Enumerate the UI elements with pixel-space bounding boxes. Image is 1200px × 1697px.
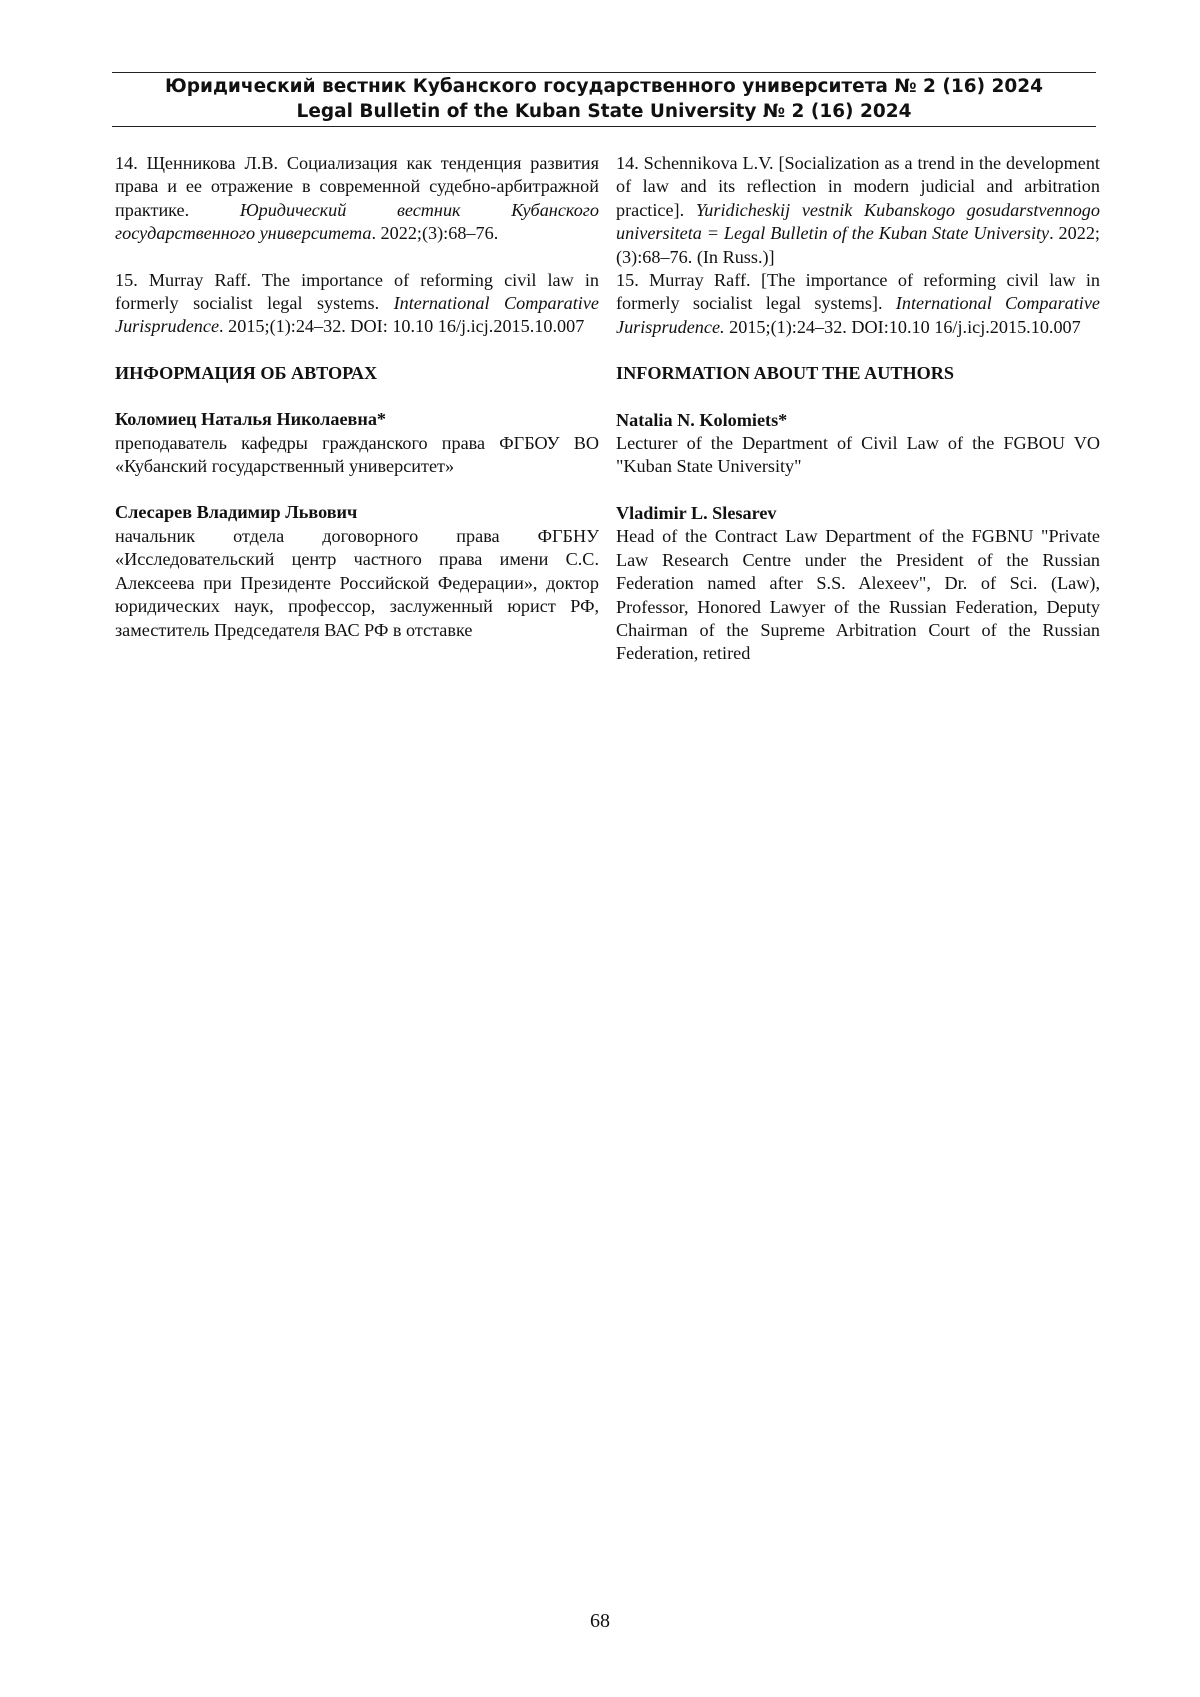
- reference-journal: International Comparative Jurisprudence.: [616, 293, 1100, 337]
- reference-14-ru: [115, 152, 599, 246]
- reference-14-en: [616, 152, 1100, 269]
- reference-journal: International Comparative Jurisprudence: [115, 293, 599, 337]
- reference-15-en: [616, 269, 1100, 339]
- reference-text: 15. Murray Raff. [The importance of reforming civil law in formerly socialist legal systems].: [616, 270, 1100, 314]
- author-name: Слесарев Владимир Львович: [115, 502, 358, 523]
- reference-text: 15. Murray Raff. The importance of reforming civil law in formerly socialist legal systems.: [115, 269, 599, 314]
- left-column-ru: [115, 152, 599, 642]
- reference-text: 14. Schennikova L.V. [Socialization as a trend in the development of law and its reflection in modern judicial and arbitration practice].: [616, 153, 1100, 220]
- author-name: Natalia N. Kolomiets*: [616, 409, 788, 430]
- author-description: преподаватель кафедры гражданского права ФГБОУ ВО «Кубанский государственный университет»: [115, 432, 599, 477]
- author-name: Vladimir L. Slesarev: [616, 502, 777, 523]
- author-description: Lecturer of the Department of Civil Law of the FGBOU VO "Kuban State University": [616, 433, 1100, 477]
- reference-journal: Юридический вестник Кубанского государственного университета: [115, 199, 599, 244]
- running-header: [112, 72, 1096, 127]
- authors-section-title: INFORMATION ABOUT THE AUTHORS: [616, 363, 955, 384]
- author-name: Коломиец Наталья Николаевна*: [115, 409, 387, 430]
- author-description: Head of the Contract Law Department of the FGBNU "Private Law Research Centre under the President of the Russian Federation named after S.S. Alexeev", Dr. of Sci. (Law), Professor, Honored Lawyer of the Russian Federation, Deputy Chairman of the Supreme Arbitration Court of the Russian Federation, retired: [616, 526, 1100, 664]
- reference-tail: 2015;(1):24–32. DOI:10.10 16/j.icj.2015.10.007: [724, 316, 1081, 337]
- reference-tail: . 2022;(3):68–76.: [371, 223, 499, 244]
- header-title-en: Legal Bulletin of the Kuban State University № 2 (16) 2024: [296, 101, 912, 122]
- right-column-en: [616, 152, 1100, 666]
- authors-section-title: ИНФОРМАЦИЯ ОБ АВТОРАХ: [115, 362, 378, 383]
- header-title-ru: Юридический вестник Кубанского государственного университета № 2 (16) 2024: [165, 76, 1043, 97]
- reference-tail: . 2015;(1):24–32. DOI: 10.10 16/j.icj.2015.10.007: [219, 316, 585, 337]
- reference-15-ru: [115, 269, 599, 339]
- reference-journal: Yuridicheskij vestnik Kubanskogo gosudarstvennogo universiteta = Legal Bulletin of the Kuban State University: [616, 199, 1100, 244]
- reference-tail: . 2022;(3):68–76. (In Russ.)]: [616, 223, 1100, 267]
- reference-text: 14. Щенникова Л.В. Социализация как тенденция развития права и ее отражение в современной судебно-арбитражной практике.: [115, 153, 599, 220]
- page-number: 68: [590, 1610, 610, 1632]
- author-description: начальник отдела договорного права ФГБНУ «Исследовательский центр частного права имени С.С. Алексеева при Президенте Российской Федерации», доктор юридических наук, профессор, заслуженный юрист РФ, заместитель Председателя ВАС РФ в отставке: [115, 525, 599, 640]
